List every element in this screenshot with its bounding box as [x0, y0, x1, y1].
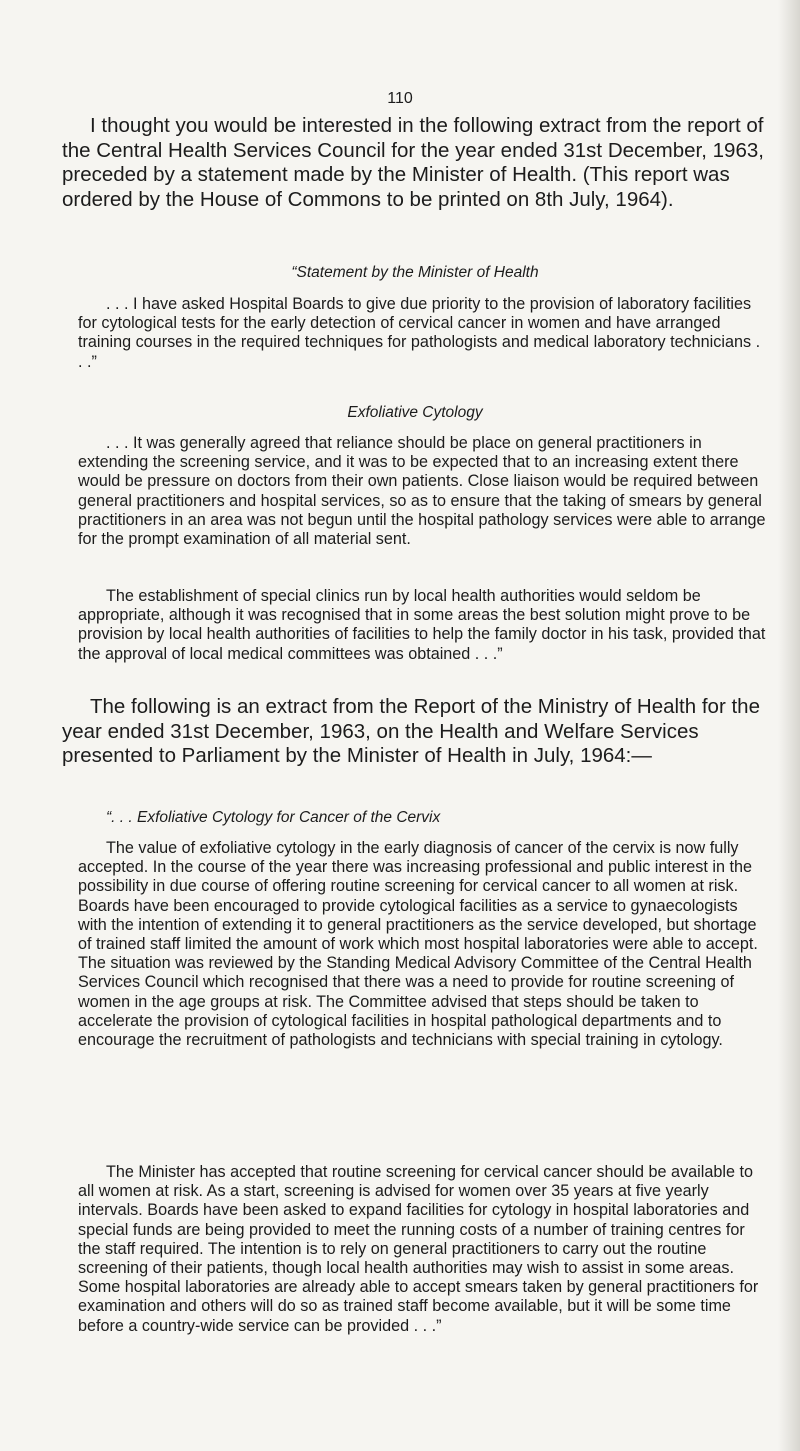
cervix-block-2 [62, 1163, 768, 1336]
exfoliative-paragraph-1: . . . It was generally agreed that reliance should be place on general practitioners in extending the screening service, and it was to be expected that to an increasing extent there would be pressure on doctors from their own patients. Close liaison would be required between general practitioners and hospital services, so as to ensure that the taking of smears by general practitioners in an area was not begun until the hospital pathology services were able to arrange for the prompt examination of all material sent. [78, 434, 766, 549]
cervix-block [62, 839, 768, 1050]
cervix-paragraph-1: The value of exfoliative cytology in the early diagnosis of cancer of the cervix is now fully accepted. In the course of the year there was increasing professional and public interest in the possibility in due course of offering routine screening for cervical cancer to all women at risk. Boards have been encouraged to provide cytological facilities as a service to gynaecologists with the intention of extending it to general practitioners as the service developed, but shortage of trained staff limited the amount of work which most hospital laboratories were able to accept. The situation was reviewed by the Standing Medical Advisory Committee of the Central Health Services Council which recognised that there was a need to provide for routine screening of women in the age groups at risk. The Committee advised that steps should be taken to accelerate the provision of cytological facilities in hospital pathological departments and to encourage the recruitment of pathologists and technicians with special training in cytology. [78, 839, 758, 1050]
exfoliative-block-2 [62, 587, 768, 664]
statement-block [62, 295, 768, 372]
cervix-heading: “. . . Exfoliative Cytology for Cancer of the Cervix [106, 809, 441, 826]
ministry-lead-paragraph: The following is an extract from the Report of the Ministry of Health for the year ended 31st December, 1963, on the Health and Welfare Services presented to Parliament by the Minister of Health in July, 1964:— [62, 695, 760, 767]
exfoliative-paragraph-2: The establishment of special clinics run by local health authorities would seldom be appropriate, although it was recognised that in some areas the best solution might prove to be provision by local health authorities of facilities to help the family doctor in his task, provided that the approval of local medical committees was obtained . . .” [78, 587, 766, 663]
statement-heading: “Statement by the Minister of Health [291, 264, 539, 281]
exfoliative-block [62, 434, 768, 549]
cervix-heading-block [62, 808, 768, 827]
statement-body: . . . I have asked Hospital Boards to give due priority to the provision of laboratory facilities for cytological tests for the early detection of cervical cancer in women and have arranged training courses in the required techniques for pathologists and medical laboratory technicians . . .” [78, 295, 761, 371]
cervix-paragraph-2: The Minister has accepted that routine screening for cervical cancer should be available to all women at risk. As a start, screening is advised for women over 35 years at five yearly intervals. Boards have been asked to expand facilities for cytology in hospital laboratories and special funds are being provided to meet the running costs of a number of training centres for the staff required. The intention is to rely on general practitioners to carry out the routine screening of their patients, though local health authorities may wish to assist in some areas. Some hospital laboratories are already able to accept smears taken by general practitioners for examination and others will do so as trained staff become available, but it will be some time before a country-wide service can be provided . . .” [78, 1163, 759, 1335]
exfoliative-heading: Exfoliative Cytology [347, 404, 483, 421]
page-edge-shadow [778, 0, 800, 1451]
page-number: 110 [387, 90, 413, 107]
intro-paragraph: I thought you would be interested in the following extract from the report of the Central Health Services Council for the year ended 31st December, 1963, preceded by a statement made by the Minister of Health. (This report was ordered by the House of Commons to be printed on 8th July, 1964). [62, 114, 764, 211]
